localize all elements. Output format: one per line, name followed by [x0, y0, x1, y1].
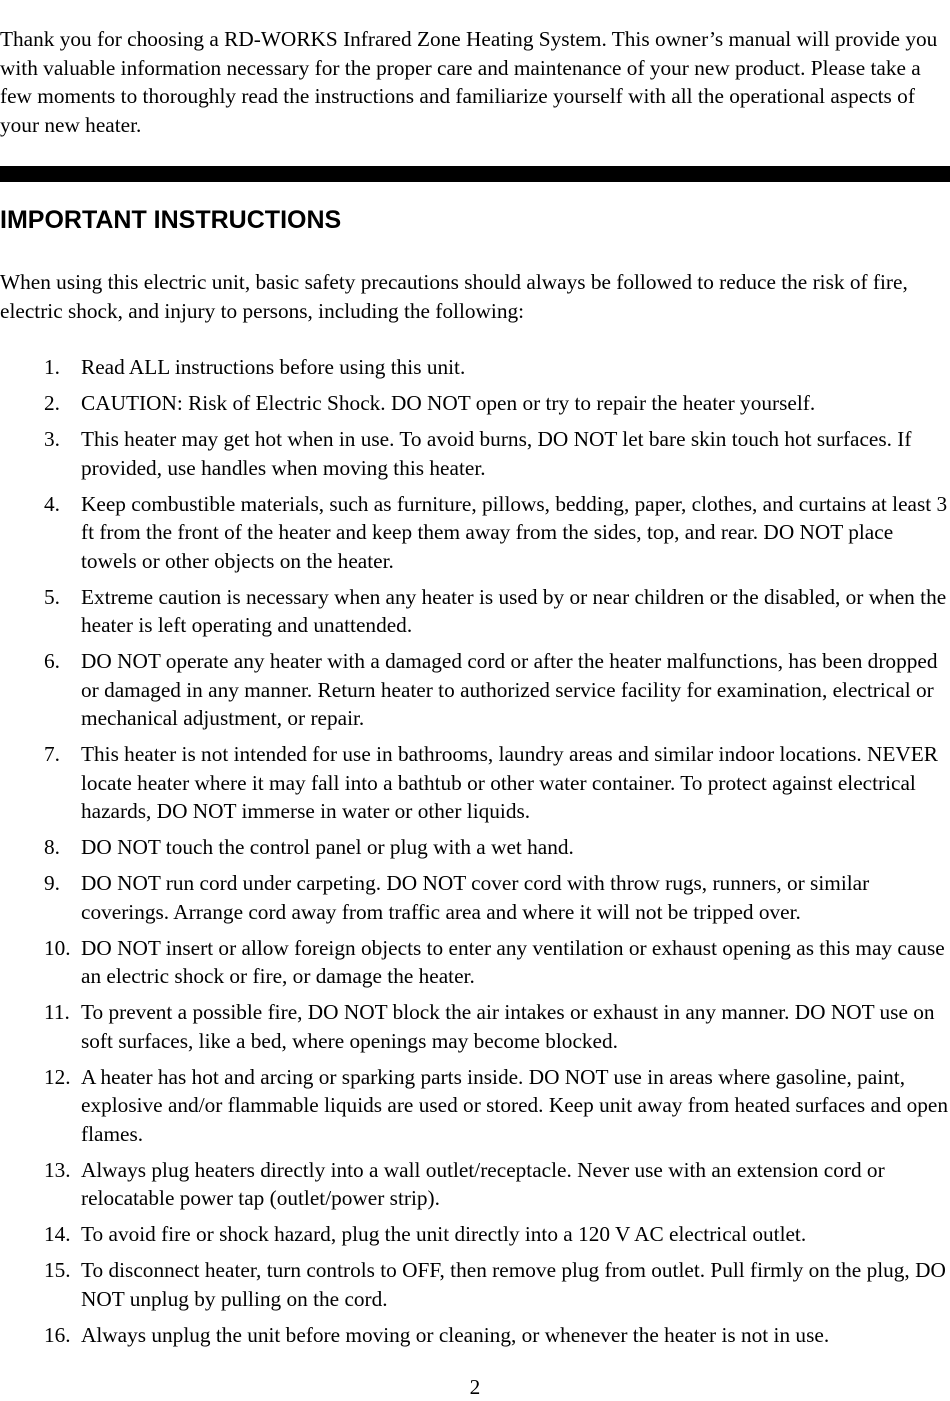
lead-paragraph: When using this electric unit, basic safety precautions should always be followed to reduce the risk of fire, electric shock, and injury to persons, including the following: — [0, 270, 908, 323]
item-number: 1. — [44, 355, 60, 379]
item-number: 13. — [44, 1157, 71, 1182]
item-text: DO NOT insert or allow foreign objects to enter any ventilation or exhaust opening as this may cause an electric shock or fire, or damage the heater. — [81, 935, 945, 988]
list-item — [0, 833, 950, 862]
item-text: Always plug heaters directly into a wall outlet/receptacle. Never use with an extension cord or relocatable power tap (outlet/power strip). — [81, 1157, 885, 1210]
item-text: Extreme caution is necessary when any heater is used by or near children or the disabled, or when the heater is left operating and unattended. — [81, 584, 947, 637]
item-number: 11. — [44, 1000, 70, 1024]
list-item — [0, 1220, 950, 1249]
list-item — [0, 490, 950, 576]
item-number: 2. — [44, 391, 60, 415]
list-item — [0, 934, 950, 991]
list-item — [0, 740, 950, 826]
item-number: 8. — [44, 835, 60, 859]
list-item — [0, 389, 950, 418]
item-text: To disconnect heater, turn controls to OFF, then remove plug from outlet. Pull firmly on the plug, DO NOT unplug by pulling on the cord. — [81, 1258, 946, 1311]
item-text: Always unplug the unit before moving or cleaning, or whenever the heater is not in use. — [81, 1322, 830, 1347]
section-divider — [0, 166, 950, 182]
list-item — [0, 998, 950, 1055]
item-number: 6. — [44, 649, 60, 673]
list-item — [0, 353, 950, 382]
list-item — [0, 869, 950, 926]
item-text: To avoid fire or shock hazard, plug the unit directly into a 120 V AC electrical outlet. — [81, 1222, 807, 1246]
item-text: This heater is not intended for use in bathrooms, laundry areas and similar indoor locations. NEVER locate heater where it may fall into a bathtub or other water container. To protect against electrical hazards, DO NOT immerse in water or other liquids. — [81, 742, 939, 823]
item-number: 9. — [44, 871, 60, 895]
list-item — [0, 1321, 950, 1350]
list-item — [0, 647, 950, 733]
item-text: To prevent a possible fire, DO NOT block the air intakes or exhaust in any manner. DO NOT use on soft surfaces, like a bed, where openings may become blocked. — [81, 1000, 935, 1053]
item-text: DO NOT operate any heater with a damaged cord or after the heater malfunctions, has been dropped or damaged in any manner. Return heater to authorized service facility for examination, electrical or mechanical adjustment, or repair. — [81, 649, 938, 730]
list-item — [0, 1256, 950, 1313]
list-item — [0, 1156, 950, 1213]
item-text: CAUTION: Risk of Electric Shock. DO NOT open or try to repair the heater yourself. — [81, 391, 816, 415]
item-text: Read ALL instructions before using this unit. — [81, 355, 466, 379]
list-item — [0, 425, 950, 482]
item-text: DO NOT touch the control panel or plug with a wet hand. — [81, 835, 574, 859]
item-number: 3. — [44, 427, 60, 451]
item-number: 14. — [44, 1222, 71, 1246]
item-number: 10. — [44, 935, 71, 960]
item-text: This heater may get hot when in use. To avoid burns, DO NOT let bare skin touch hot surfaces. If provided, use handles when moving this heater. — [81, 427, 912, 480]
item-number: 12. — [44, 1064, 71, 1089]
item-number: 4. — [44, 491, 60, 516]
item-text: A heater has hot and arcing or sparking parts inside. DO NOT use in areas where gasoline, paint, explosive and/or flammable liquids are used or stored. Keep unit away from heated surfaces and open flames. — [81, 1064, 948, 1146]
section-heading: IMPORTANT INSTRUCTIONS — [0, 206, 342, 234]
item-number: 7. — [44, 742, 60, 766]
list-item — [0, 1063, 950, 1149]
item-number: 16. — [44, 1322, 71, 1347]
item-text: DO NOT run cord under carpeting. DO NOT cover cord with throw rugs, runners, or similar coverings. Arrange cord away from traffic area and where it will not be tripped over. — [81, 871, 870, 924]
list-item — [0, 583, 950, 640]
intro-paragraph: Thank you for choosing a RD-WORKS Infrared Zone Heating System. This owner’s manual will provide you with valuable information necessary for the proper care and maintenance of your new product. Please take a few moments to thoroughly read the instructions and familiarize yourself with all the operational aspects of your new heater. — [0, 27, 938, 137]
item-number: 15. — [44, 1258, 71, 1282]
page-number: 2 — [469, 1375, 481, 1399]
item-number: 5. — [44, 584, 60, 609]
instructions-list — [0, 353, 950, 1357]
item-text: Keep combustible materials, such as furniture, pillows, bedding, paper, clothes, and curtains at least 3 ft from the front of the heater and keep them away from the sides, top, and rear. DO NOT place towels or other objects on the heater. — [81, 491, 948, 573]
